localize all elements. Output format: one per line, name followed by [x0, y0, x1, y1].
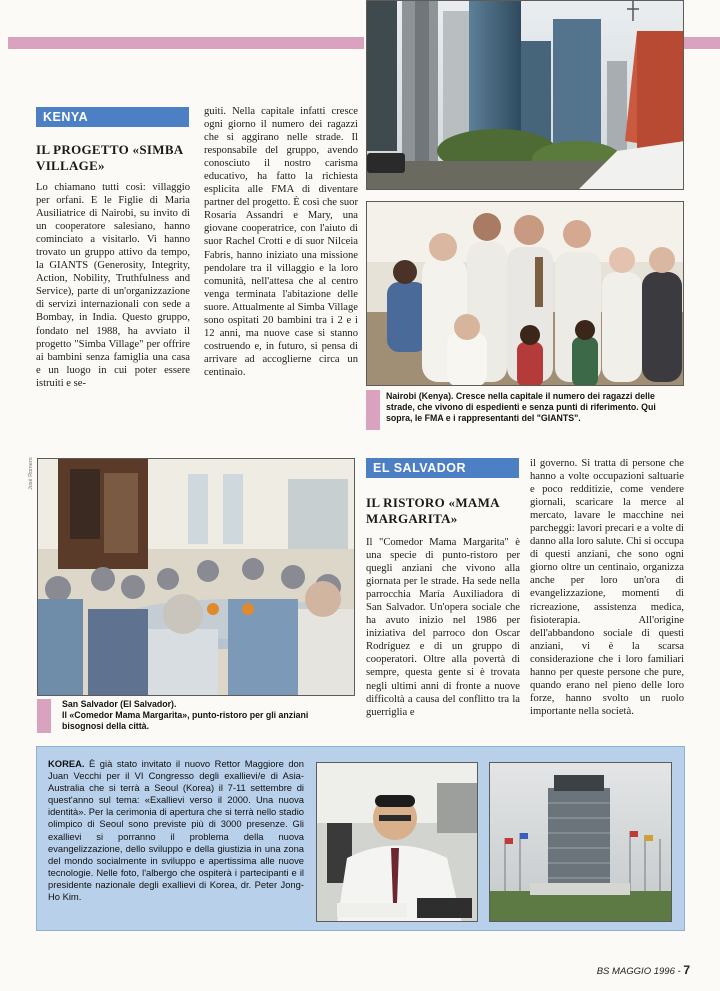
caption-marker-kenya — [366, 390, 380, 430]
photo-nairobi-skyline — [366, 0, 684, 190]
caption-nairobi: Nairobi (Kenya). Cresce nella capitale il numero dei ragazzi delle strade, che vivono di espedienti e senza punti di riferimento. Qui sopra, le FMA e i rappresentanti del "GIANTS". — [386, 391, 656, 423]
photo-credit: José Romero — [28, 457, 34, 490]
president-illustration — [317, 763, 478, 922]
dining-hall-illustration — [38, 459, 355, 696]
korea-text — [48, 758, 304, 903]
page-folio — [590, 963, 690, 977]
caption-san-salvador-line2: Il «Comedor Mama Margarita», punto-ristoro per gli anziani bisognosi della città. — [62, 710, 309, 731]
korea-lead: KOREA. — [48, 758, 85, 769]
headline-simba-village: IL PROGETTO «SIMBA VILLAGE» — [36, 142, 183, 173]
photo-comedor-mama-margarita — [37, 458, 355, 696]
top-rule-right — [684, 37, 720, 49]
caption-san-salvador — [62, 699, 352, 732]
headline-mama-margarita: IL RISTORO «MAMA MARGARITA» — [366, 495, 500, 526]
caption-marker-salvador — [37, 699, 51, 733]
group-photo-illustration — [367, 202, 684, 386]
folio-page-number: 7 — [683, 963, 690, 977]
photo-fma-giants-group — [366, 201, 684, 386]
salvador-column-1: Il "Comedor Mama Margarita" è una specie di punto-ristoro per quegli anziani che vivono alla giornata per le strade. Ha sede nella parrocchia María Auxiliadora di San Salvador. Un'opera sociale che ha avuto inizio nel 1986 per iniziativa del parroco don Oscar Rodríguez e di un gruppo di cooperatori. Oltre alla povertà di sempre, questa gente si è trovata negli ultimi anni di fronte a nuove difficoltà a causa del conflitto tra la guerriglia e — [366, 537, 520, 718]
folio-issue: MAGGIO 1996 - — [612, 966, 681, 977]
salvador-column-2: il governo. Si tratta di persone che hanno a volte occupazioni saltuarie e poco redditizie, come vendere giornali, scaricare la merce al mercato, lavare le macchine nei parcheggi: lavori precari e a volte di danno alla loro salute. Chi si occupa di questi anziani, che sono ogni giorno oltre un centinaio, organizza anche per loro un'ora di evangelizzazione, momenti di ricreazione, assistenza medica, fisioterapia. All'origine dell'abbandono sociale di questi anziani, vi è la scarsa considerazione che i loro familiari hanno per queste persone che pure, quando erano nel pieno delle loro forze, hanno svolto un ruolo importante nella società. — [530, 458, 684, 717]
folio-magazine: BS — [596, 966, 610, 977]
hotel-illustration — [490, 763, 672, 922]
photo-korea-president — [316, 762, 478, 922]
section-label-el-salvador: EL SALVADOR — [366, 458, 519, 478]
caption-san-salvador-line1: San Salvador (El Salvador). — [62, 699, 177, 709]
kenya-column-2: guiti. Nella capitale infatti cresce ogni giorno il numero dei ragazzi che si aggirano nelle strade. Il responsabile del gruppo, avendo conosciuto il nostro carisma educativo, ha fatto la richiesta esplicita alle FMA di diventare partner del progetto. È così che suor Rosaria Assandri e Mary, una giovane cooperatrice, con l'aiuto di suor Rachel Crotti e di suor Nilceia Fabris, hanno iniziato una missione pendolare tra il villaggio e la loro comunità, nell'attesa che al centro venga terminata l'abitazione delle suore. Attualmente al Simba Village sono ospitati 20 bambini tra i 2 e i 12 anni, ma nuove case si stanno costruendo e, in futuro, si pensa di arrivare ad accoglierne circa un centinaio. — [204, 106, 358, 378]
kenya-column-1: Lo chiamano tutti così: villaggio per orfani. E le Figlie di Maria Ausiliatrice di Nairobi, su invito di un cooperatore salesiano, hanno cominciato a visitarlo. Vi hanno trovato un gruppo attivo da tempo, la GIANTS (Generosity, Integrity, Action, Nobility, Truthfulness and Service), parte di un'organizzazione di servizi internazionali con sede a Bombay, in India. Questo gruppo, fondato nel 1988, ha avviato il progetto "Simba Village" per offrire ai bambini senza famiglia una casa e un luogo in cui poter essere istruiti e se- — [36, 182, 190, 389]
top-rule-left — [8, 37, 364, 49]
korea-body: È già stato invitato il nuovo Rettor Maggiore don Juan Vecchi per il VI Congresso degli exallievi/e di Asia-Australia che si terrà a Seoul (Korea) il 7-11 settembre di quest'anno sul tema: «Exallievi verso il 2000. Una nuova identità». Per la cerimonia di apertura che si terrà nello stadio olimpico di Seoul sono previste più di 3000 presenze. Gli exallievi si porranno il problema della nuova evangelizzazione, dello sviluppo e della giustizia in una zona del mondo socialmente in sviluppo e apertissima alle nuove tecnologie. Nelle foto, l'albergo che ospiterà i partecipanti e il presidente nazionale degli exallievi di Korea, dr. Peter Jong-Ho Kim. — [48, 758, 304, 903]
photo-korea-hotel — [489, 762, 672, 922]
section-label-kenya: KENYA — [36, 107, 189, 127]
skyline-illustration — [367, 1, 684, 190]
